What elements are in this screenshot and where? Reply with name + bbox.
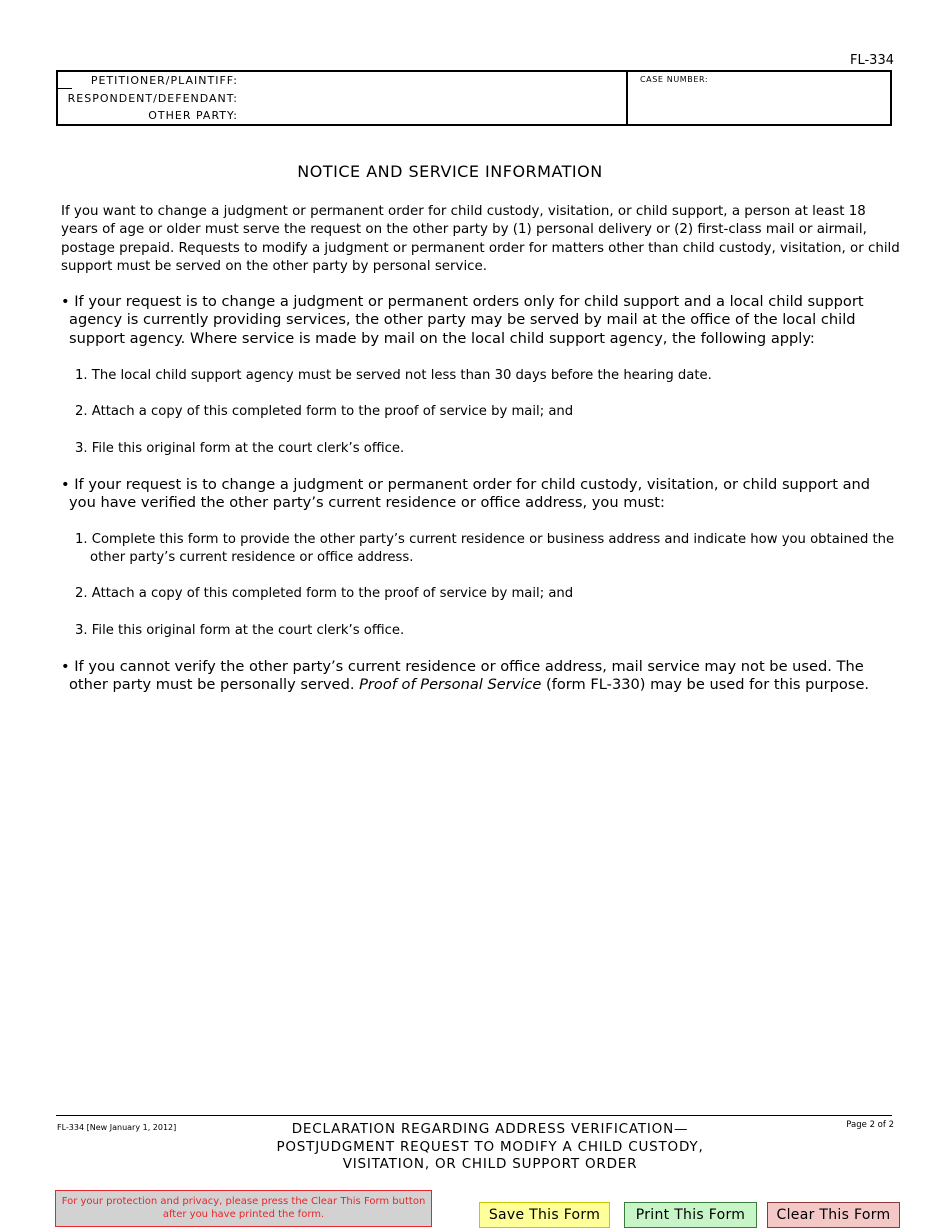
party-names-area[interactable] bbox=[58, 72, 628, 124]
clear-form-button[interactable]: Clear This Form bbox=[767, 1202, 900, 1228]
footer-title-line-3: VISITATION, OR CHILD SUPPORT ORDER bbox=[342, 1156, 638, 1172]
section-1-item-1: 1. The local child support agency must be served not less than 30 days before the hearing date. bbox=[75, 368, 712, 383]
section-2-text: • If your request is to change a judgment or permanent order for child custody, visitation, or child support and you have verified the other party’s current residence or office address, you must: bbox=[61, 476, 871, 512]
privacy-note: For your protection and privacy, please press the Clear This Form button after you have printed the form. bbox=[55, 1190, 432, 1227]
form-number: FL-334 bbox=[850, 53, 894, 68]
section-3-bullet bbox=[61, 658, 901, 695]
footer-title-line-1: DECLARATION REGARDING ADDRESS VERIFICATION— bbox=[291, 1121, 689, 1137]
caption-corner-mark bbox=[58, 88, 72, 89]
save-form-button[interactable]: Save This Form bbox=[479, 1202, 610, 1228]
footer-rule bbox=[56, 1115, 892, 1116]
other-party-label: OTHER PARTY: bbox=[148, 109, 238, 122]
section-1-text: • If your request is to change a judgment or permanent orders only for child support and a local child support agency is currently providing services, the other party may be served by mail at the office of the local child support agency. Where service is made by mail on the local child support agency, the following apply: bbox=[61, 293, 864, 347]
section-2-item-3: 3. File this original form at the court clerk’s office. bbox=[75, 623, 405, 638]
case-caption-box bbox=[56, 70, 892, 126]
proof-of-personal-service-title: Proof of Personal Service bbox=[359, 676, 542, 694]
respondent-label: RESPONDENT/DEFENDANT: bbox=[67, 92, 238, 105]
page-number: Page 2 of 2 bbox=[846, 1120, 894, 1130]
section-3-text bbox=[61, 658, 901, 695]
form-revision: FL-334 [New January 1, 2012] bbox=[57, 1123, 177, 1132]
print-form-button[interactable]: Print This Form bbox=[624, 1202, 757, 1228]
section-2-item-2: 2. Attach a copy of this completed form to the proof of service by mail; and bbox=[75, 586, 574, 601]
case-number-label: CASE NUMBER: bbox=[640, 75, 709, 84]
section-1-bullet bbox=[61, 293, 901, 348]
section-3-text-start: • If you cannot verify the other party’s current residence or office address, mail service may not be used. The other party must be personally served. bbox=[61, 658, 864, 694]
section-1-item-2: 2. Attach a copy of this completed form to the proof of service by mail; and bbox=[75, 404, 574, 419]
section-2-item-1: 1. Complete this form to provide the other party’s current residence or business address and indicate how you obtained the other party’s current residence or office address. bbox=[75, 532, 895, 565]
intro-paragraph: If you want to change a judgment or permanent order for child custody, visitation, or child support, a person at least 18 years of age or older must serve the request on the other party by (1) personal delivery or (2) first-class mail or airmail, postage prepaid. Requests to modify a judgment or permanent order for matters other than child custody, visitation, or child support must be served on the other party by personal service. bbox=[61, 204, 900, 275]
footer-title bbox=[190, 1121, 790, 1174]
section-2-bullet bbox=[61, 476, 901, 513]
page-title: NOTICE AND SERVICE INFORMATION bbox=[297, 162, 603, 181]
section-3-text-end: (form FL-330) may be used for this purpose. bbox=[541, 676, 870, 694]
footer-title-line-2: POSTJUDGMENT REQUEST TO MODIFY A CHILD CUSTODY, bbox=[276, 1138, 704, 1155]
petitioner-label: PETITIONER/PLAINTIFF: bbox=[90, 74, 238, 87]
section-1-item-3: 3. File this original form at the court clerk’s office. bbox=[75, 441, 405, 456]
